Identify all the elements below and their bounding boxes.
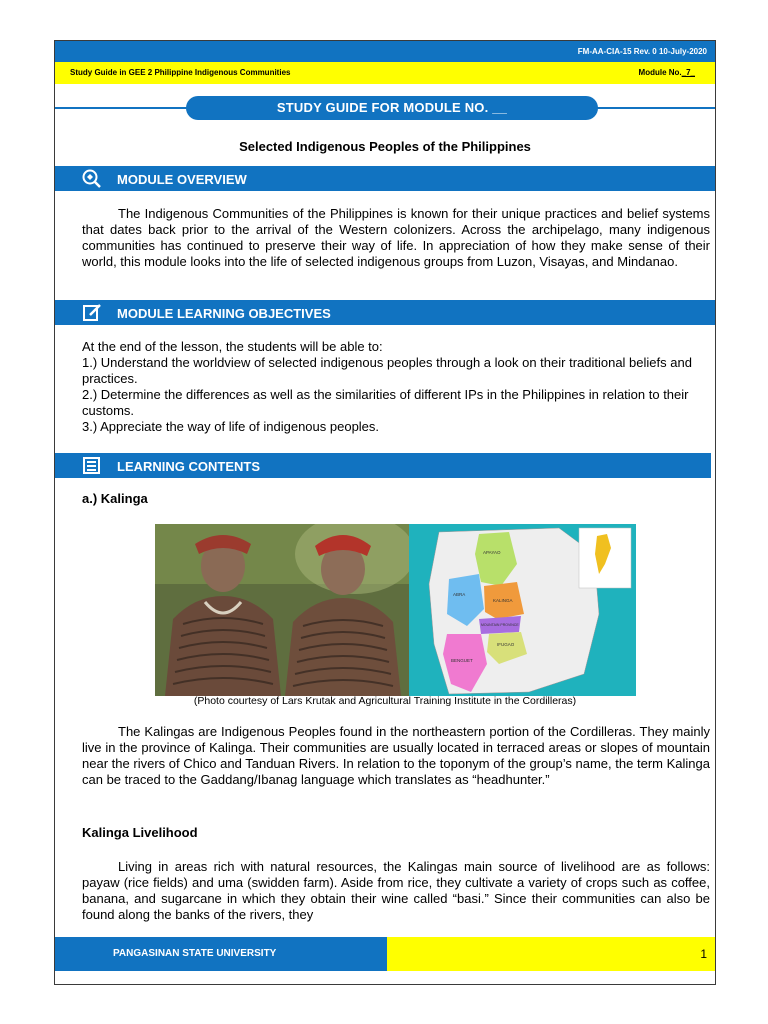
map-label-kalinga: KALINGA: [493, 598, 513, 603]
livelihood-paragraph: [82, 859, 710, 923]
map-label-ifugao: IFUGAO: [497, 642, 515, 647]
learning-contents-label: LEARNING CONTENTS: [117, 459, 260, 474]
document-icon: [82, 456, 102, 475]
learning-objectives-bar: [55, 300, 715, 325]
magnifier-icon: [82, 169, 102, 188]
objective-item: 2.) Determine the differences as well as the similarities of different IPs in the Philippines in relation to their customs.: [82, 387, 689, 418]
livelihood-text: Living in areas rich with natural resources, the Kalingas main source of livelihood are as follows: payaw (rice fields) and uma (swidden farm). Aside from rice, they cultivate a variety of crops such as coffee, banana, and sugarcane in which they obtain their wine called “basi.” Since their communities can also be found along the banks of the rivers, they: [82, 859, 710, 922]
form-code-bar: [55, 41, 715, 62]
cordillera-map: [409, 524, 636, 696]
page-number: 1: [700, 947, 707, 961]
course-title: Study Guide in GEE 2 Philippine Indigenous Communities: [70, 68, 291, 77]
map-label-abra: ABRA: [453, 592, 466, 597]
edit-icon: [82, 303, 102, 322]
module-title: STUDY GUIDE FOR MODULE NO. __: [186, 96, 598, 120]
university-name: PANGASINAN STATE UNIVERSITY: [113, 948, 277, 959]
module-number: _7_: [681, 68, 695, 77]
overview-paragraph: [82, 206, 710, 270]
form-code: FM-AA-CIA-15 Rev. 0 10-July-2020: [577, 47, 707, 56]
learning-contents-bar: [55, 453, 711, 478]
study-guide-page: [54, 40, 716, 985]
map-label-benguet: BENGUET: [451, 658, 473, 663]
module-number-label: [639, 62, 695, 84]
objectives-intro: At the end of the lesson, the students will be able to:: [82, 339, 383, 354]
objectives-list: [82, 339, 710, 435]
kalinga-paragraph: [82, 724, 710, 788]
map-label-apayao: APAYAO: [483, 550, 501, 555]
objective-item: 1.) Understand the worldview of selected indigenous peoples through a look on their traditional beliefs and practices.: [82, 355, 692, 386]
photo-caption: (Photo courtesy of Lars Krutak and Agricultural Training Institute in the Cordilleras): [193, 695, 577, 707]
module-overview-label: MODULE OVERVIEW: [117, 172, 247, 187]
objective-item: 3.) Appreciate the way of life of indigenous peoples.: [82, 419, 380, 434]
learning-objectives-label: MODULE LEARNING OBJECTIVES: [117, 306, 331, 321]
course-bar: [55, 62, 715, 84]
module-overview-bar: [55, 166, 715, 191]
livelihood-heading: Kalinga Livelihood: [82, 825, 198, 840]
footer-university: [55, 937, 387, 971]
map-label-mountain-province: MOUNTAIN PROVINCE: [481, 623, 519, 627]
module-subtitle: Selected Indigenous Peoples of the Philippines: [239, 139, 531, 154]
footer-page: [387, 937, 715, 971]
module-label: Module No.: [638, 68, 682, 77]
kalinga-elders-photo: [155, 524, 409, 696]
overview-text: The Indigenous Communities of the Philippines is known for their unique practices and belief systems that dates back prior to the arrival of the Western colonizers. Across the archipelago, many indigenous communities has continued to preserve their way of life. In appreciation of how they make sense of their world, this module looks into the life of selected indigenous groups from Luzon, Visayas, and Mindanao.: [82, 206, 710, 269]
kalinga-text: The Kalingas are Indigenous Peoples found in the northeastern portion of the Cordilleras. They mainly live in the province of Kalinga. Their communities are usually located in terraced areas or slopes of mountain near the rivers of Chico and Tanduan Rivers. In relation to the toponym of the group’s name, the term Kalinga can be traced to the Gaddang/Ibanag language which translates as “headhunter.”: [82, 724, 710, 787]
kalinga-heading: a.) Kalinga: [82, 491, 148, 506]
